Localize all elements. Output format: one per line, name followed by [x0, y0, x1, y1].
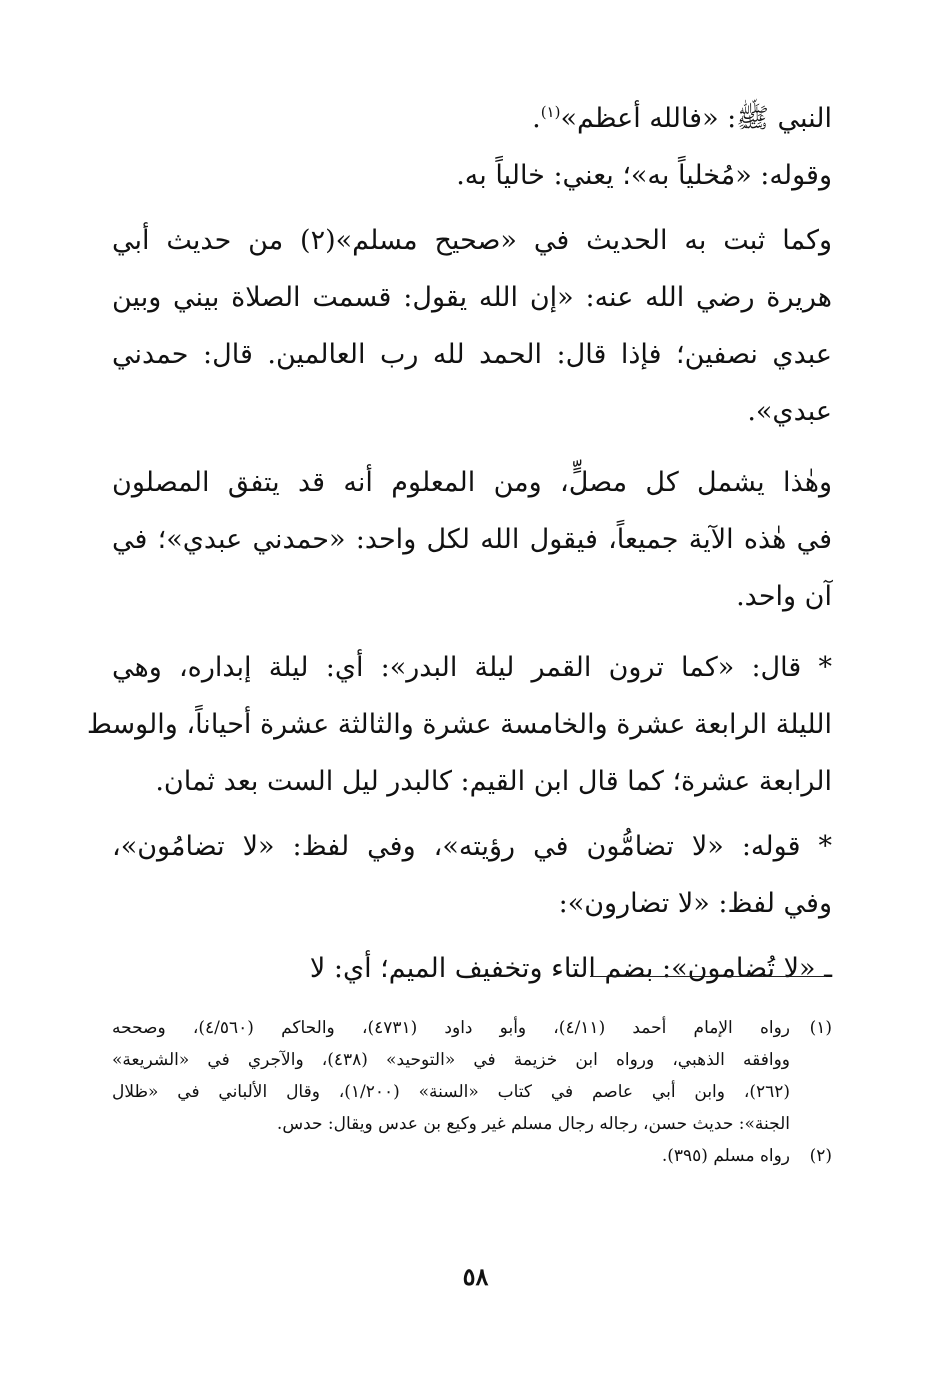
- footnote-divider: [590, 976, 826, 977]
- paragraph-3: [112, 212, 832, 440]
- text-line: الرابعة عشرة؛ كما قال ابن القيم: كالبدر ليل الست بعد ثمان.: [155, 766, 832, 797]
- footnote-line: ووافقه الذهبي، ورواه ابن خزيمة في «التوحيد» (٤٣٨)، والآجري في «الشريعة»: [112, 1050, 790, 1070]
- footnote-number: (١): [809, 1018, 832, 1038]
- footnote-line: رواه مسلم (٣٩٥).: [661, 1146, 790, 1166]
- text-line: عبدي».: [747, 396, 832, 427]
- footnote-1: [112, 1012, 832, 1140]
- text-line: وكما ثبت به الحديث في «صحيح مسلم»(٢) من حديث أبي: [112, 225, 832, 256]
- paragraph-1: [112, 90, 832, 147]
- paragraph-4: [112, 454, 832, 625]
- text-line: * قال: «كما ترون القمر ليلة البدر»: أي: ليلة إبداره، وهي: [112, 652, 832, 683]
- text-line: * قوله: «لا تضامُّون في رؤيته»، وفي لفظ: «لا تضامُون»،: [112, 831, 832, 862]
- text-line: آن واحد.: [736, 581, 832, 612]
- text-line-tail: .: [532, 103, 541, 134]
- text-line: وهٰذا يشمل كل مصلٍّ، ومن المعلوم أنه قد يتفق المصلون: [112, 467, 832, 498]
- text-line: وقوله: «مُخلياً به»؛ يعني: خالياً به.: [456, 160, 832, 191]
- footnotes: [112, 1012, 832, 1172]
- footnote-ref-1[interactable]: (١): [540, 103, 561, 121]
- page-number: ٥٨: [462, 1262, 489, 1291]
- footnote-line: رواه الإمام أحمد (٤/١١)، وأبو داود (٤٧٣١)، والحاكم (٤/٥٦٠)، وصححه: [112, 1018, 791, 1038]
- footnote-line: الجنة»: حديث حسن، رجاله رجال مسلم غير وكيع بن عدس ويقال: حدس.: [276, 1114, 790, 1134]
- paragraph-2: [112, 147, 832, 204]
- paragraph-5: [86, 639, 832, 810]
- paragraph-6: [112, 818, 832, 932]
- text-line: وفي لفظ: «لا تضارون»:: [558, 888, 832, 919]
- text-line: الليلة الرابعة عشرة والخامسة عشرة والثالثة عشرة أحياناً، والوسط: [86, 709, 832, 740]
- text-line: عبدي نصفين؛ فإذا قال: الحمد لله رب العالمين. قال: حمدني: [112, 339, 832, 370]
- footnote-line: (٢٦٢)، وابن أبي عاصم في كتاب «السنة» (١/٢٠٠)، وقال الألباني في «ظلال: [112, 1082, 790, 1102]
- paragraph-7: [112, 940, 832, 997]
- text-line: ـ «لا تُضامون»: بضم التاء وتخفيف الميم؛ أي: لا: [309, 953, 832, 984]
- text-line: هريرة رضي الله عنه: «إن الله يقول: قسمت الصلاة بيني وبين: [112, 282, 832, 313]
- footnote-number: (٢): [809, 1146, 832, 1166]
- footnote-2: [112, 1140, 832, 1172]
- text-line: في هٰذه الآية جميعاً، فيقول الله لكل واحد: «حمدني عبدي»؛ في: [112, 524, 832, 555]
- main-text: [86, 90, 832, 997]
- text-line: النبي ﷺ: «فالله أعظم»: [560, 103, 832, 134]
